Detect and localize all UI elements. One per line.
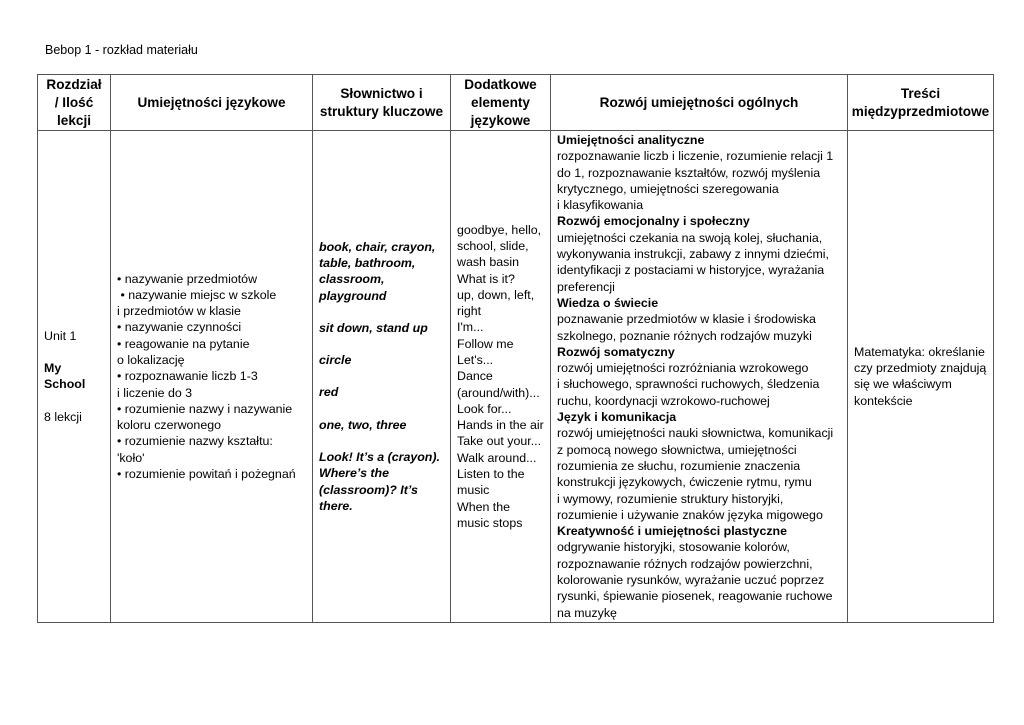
section-line: rozwój umiejętności nauki słownictwa, komunikacji <box>557 426 834 441</box>
section-line: umiejętności czekania na swoją kolej, słuchania, <box>557 230 823 245</box>
skill-line: • nazywanie przedmiotów <box>117 271 258 286</box>
vocab-line: there. <box>319 498 353 513</box>
table-row <box>38 131 994 623</box>
additional-line: Let's... <box>457 353 494 367</box>
vocab-line: (classroom)? It’s <box>319 482 418 497</box>
section-line: na muzykę <box>557 605 617 620</box>
additional-line: When the <box>457 499 511 514</box>
section-heading: Rozwój somatyczny <box>557 344 675 359</box>
vocab-line: playground <box>319 288 387 303</box>
section-heading: Język i komunikacja <box>557 410 677 425</box>
additional-line: goodbye, hello, <box>457 222 542 237</box>
curriculum-table <box>37 74 994 623</box>
vocab-line: circle <box>319 353 352 368</box>
section-line: rysunki, śpiewanie piosenek, reagowanie ruchowe <box>557 589 833 604</box>
unit-number: Unit 1 <box>44 328 77 343</box>
section-line: szkolnego, poznanie różnych rodzajów muzyki <box>557 328 812 343</box>
cross-line: się we właściwym <box>854 377 952 392</box>
additional-line: school, slide, <box>457 238 529 253</box>
section-line: odgrywanie historyjki, stosowanie kolorów, <box>557 540 790 555</box>
vocab-line: table, bathroom, <box>319 255 416 270</box>
additional-line: up, down, left, <box>457 287 535 302</box>
cross-line: czy przedmioty znajdują <box>854 361 987 376</box>
cross-line: Matematyka: określanie <box>854 344 985 359</box>
skill-line: • nazywanie czynności <box>117 320 242 335</box>
section-line: rozumienie i używanie znaków języka migowego <box>557 507 823 522</box>
skill-line: • rozpoznawanie liczb 1-3 <box>117 369 258 384</box>
vocab-line: classroom, <box>319 272 385 287</box>
additional-line: music stops <box>457 515 523 530</box>
header-unit: Rozdział / Ilość lekcji <box>38 75 111 131</box>
skill-line: 'koło' <box>117 450 145 465</box>
cross-curricular-cell <box>848 131 994 623</box>
section-line: konstrukcji językowych, ćwiczenie rytmu, rymu <box>557 475 812 490</box>
section-line: rozumienia ze słuchu, rozumienie znaczenia <box>557 458 801 473</box>
additional-line: Dance <box>457 369 493 384</box>
language-skills-cell <box>111 131 313 623</box>
document-title: Bebop 1 - rozkład materiału <box>45 43 198 57</box>
additional-line: What is it? <box>457 271 515 286</box>
unit-lessons: 8 lekcji <box>44 409 82 424</box>
skill-line: • rozumienie powitań i pożegnań <box>117 467 296 482</box>
vocab-line: red <box>319 385 339 400</box>
table-header-row <box>38 75 994 131</box>
section-heading: Kreatywność i umiejętności plastyczne <box>557 524 787 539</box>
additional-line: I'm... <box>457 320 484 335</box>
section-heading: Wiedza o świecie <box>557 295 659 310</box>
vocab-line: Where’s the <box>319 466 390 481</box>
additional-line: (around/with)... <box>457 385 540 400</box>
additional-cell <box>451 131 551 623</box>
skill-line: • rozumienie nazwy i nazywanie <box>117 401 293 416</box>
additional-line: wash basin <box>457 255 519 270</box>
section-line: i klasyfikowania <box>557 198 644 213</box>
section-line: krytycznego, umiejętności szeregowania <box>557 181 779 196</box>
section-line: rozpoznawanie różnych rodzajów powierzchni, <box>557 556 813 571</box>
skill-line: • reagowanie na pytanie <box>117 336 250 351</box>
section-line: i wymowy, rozumienie struktury historyjki, <box>557 491 784 506</box>
vocabulary-cell <box>313 131 451 623</box>
additional-line: music <box>457 483 490 498</box>
additional-line: Take out your... <box>457 434 542 449</box>
additional-line: right <box>457 304 482 319</box>
unit-cell <box>38 131 111 623</box>
vocab-line: one, two, three <box>319 417 407 432</box>
header-cross-curricular: Treści międzyprzedmiotowe <box>848 75 994 131</box>
vocab-line: book, chair, crayon, <box>319 239 436 254</box>
skill-line: i przedmiotów w klasie <box>117 304 241 319</box>
section-line: poznawanie przedmiotów w klasie i środowiska <box>557 312 816 327</box>
additional-line: Look for... <box>457 401 512 416</box>
additional-line: Walk around... <box>457 450 537 465</box>
section-line: rozpoznawanie liczb i liczenie, rozumienie relacji 1 <box>557 149 834 164</box>
section-line: kolorowanie rysunków, wyrażanie uczuć poprzez <box>557 573 825 588</box>
additional-line: Listen to the <box>457 467 525 482</box>
section-line: rozwój umiejętności rozróżniania wzrokowego <box>557 361 809 376</box>
additional-line: Hands in the air <box>457 418 544 433</box>
header-additional: Dodatkowe elementy językowe <box>451 75 551 131</box>
skill-line: i liczenie do 3 <box>117 385 193 400</box>
section-line: preferencji <box>557 279 615 294</box>
unit-name: My School <box>44 361 86 392</box>
section-heading: Umiejętności analityczne <box>557 133 705 147</box>
section-line: i słuchowego, sprawności ruchowych, śledzenia <box>557 377 820 392</box>
vocab-line: sit down, stand up <box>319 320 428 335</box>
cross-line: kontekście <box>854 393 913 408</box>
skill-line: koloru czerwonego <box>117 418 222 433</box>
section-heading: Rozwój emocjonalny i społeczny <box>557 214 750 229</box>
header-vocabulary: Słownictwo i struktury kluczowe <box>313 75 451 131</box>
header-language-skills: Umiejętności językowe <box>111 75 313 131</box>
section-line: do 1, rozpoznawanie kształtów, rozwój myślenia <box>557 165 821 180</box>
skill-line: • rozumienie nazwy kształtu: <box>117 434 273 449</box>
section-line: identyfikacji z postaciami w historyjce, wyrażania <box>557 263 825 278</box>
vocab-line: Look! It’s a (crayon). <box>319 450 440 465</box>
section-line: wykonywania instrukcji, zabawy z innymi dziećmi, <box>557 247 829 262</box>
general-skills-cell <box>551 131 848 623</box>
additional-line: Follow me <box>457 336 514 351</box>
section-line: ruchu, koordynacji wzrokowo-ruchowej <box>557 393 770 408</box>
skill-line: • nazywanie miejsc w szkole <box>117 287 277 302</box>
skill-line: o lokalizację <box>117 353 185 367</box>
header-general-skills: Rozwój umiejętności ogólnych <box>551 75 848 131</box>
section-line: z pomocą nowego słownictwa, umiejętności <box>557 442 797 457</box>
